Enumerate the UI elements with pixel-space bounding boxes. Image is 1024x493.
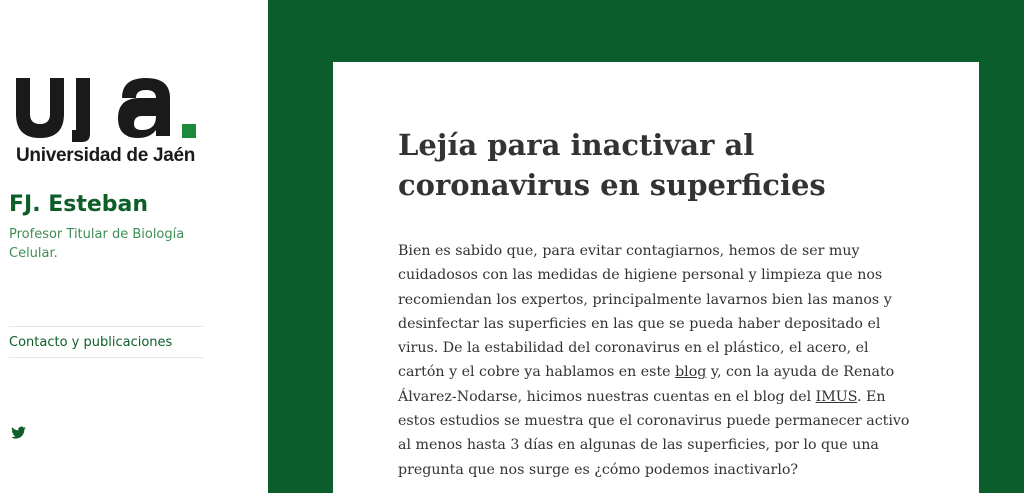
imus-link[interactable]: IMUS xyxy=(815,388,857,405)
post-paragraph xyxy=(398,239,918,482)
paragraph-text-3: . En estos estudios se muestra que el coronavirus puede permanecer activo al menos hasta 3 días en algunas de las superficies, por lo que una pregunta que nos surge es ¿cómo podemos inactivarlo? xyxy=(398,388,910,478)
uja-logo-letters xyxy=(16,78,170,142)
site-description: Profesor Titular de Biología Celular. xyxy=(9,227,185,261)
uja-logo-dot xyxy=(182,124,196,138)
post-card xyxy=(333,62,979,493)
blog-link[interactable]: blog xyxy=(675,364,707,381)
nav-item-contacto[interactable]: Contacto y publicaciones xyxy=(9,335,173,350)
sidebar-nav xyxy=(9,326,203,358)
twitter-icon[interactable] xyxy=(10,425,27,441)
post-title: Lejía para inactivar al coronavirus en superficies xyxy=(398,128,826,202)
logo-wordmark: Universidad de Jaén xyxy=(16,145,196,166)
paragraph-text-2: y, con la ayuda de Renato Álvarez-Nodarse, hicimos nuestras cuentas en el blog del xyxy=(398,364,895,405)
sidebar xyxy=(0,0,268,493)
main-content xyxy=(268,0,1024,493)
site-title[interactable]: FJ. Esteban xyxy=(9,192,149,217)
paragraph-text-1: Bien es sabido que, para evitar contagiarnos, hemos de ser muy cuidadosos con las medidas de higiene personal y limpieza que nos recomiendan los expertos, principalmente lavarnos bien las manos y desinfectar las superficies en las que se pueda haber depositado el virus. De la estabilidad del coronavirus en el plástico, el acero, el cartón y el cobre ya hablamos en este xyxy=(398,243,892,381)
